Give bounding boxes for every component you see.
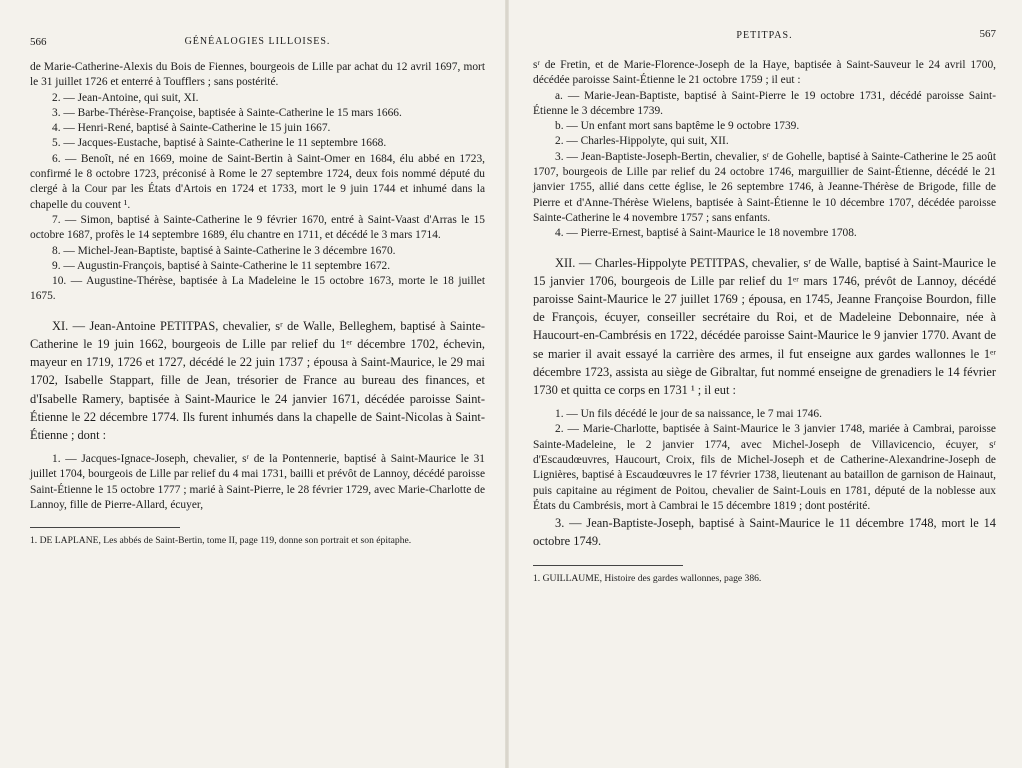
page-number: 566 [30,36,47,48]
list-item: 3. — Barbe-Thérèse-Françoise, baptisée à Sainte-Catherine le 15 mars 1666. [52,106,402,119]
footnote-divider [533,565,683,566]
running-head-title: GÉNÉALOGIES LILLOISES. [184,36,331,47]
list-item: 2. — Charles-Hippolyte, qui suit, XII. [555,135,729,148]
list-item: 3. — Jean-Baptiste-Joseph-Bertin, chevalier, sʳ de Gohelle, baptisé à Sainte-Catherine le 25 août 1707, bourgeois de Lille par relief du 24 octobre 1746, marguillier de Saint-Étienne, décédé le 21 janvier 1755, allié dans cette église, le 26 septembre 1746, à Jeanne-Thérèse de Brigode, fille de Pierre et d'Anne-Thérèse Wielens, baptisée à Saint-Étienne le 10 décembre 1707, décédée paroisse Sainte-Catherine le 4 novembre 1757 ; sans enfants. [533,150,996,224]
footnote: 1. GUILLAUME, Histoire des gardes wallonnes, page 386. [533,572,762,584]
list-item: 1. — Jacques-Ignace-Joseph, chevalier, sʳ de la Pontennerie, baptisé à Saint-Maurice le 31 juillet 1704, bourgeois de Lille par relief du 4 mai 1731, bailli et prévôt de Lannoy, décédé paroisse Saint-Étienne le 15 octobre 1777 ; marié à Saint-Pierre, le 28 février 1729, avec Marie-Charlotte de Lannoy, fille de Pierre-Allard, écuyer, [30,453,485,512]
list-item: 1. — Un fils décédé le jour de sa naissance, le 7 mai 1746. [555,408,822,421]
list-item: a. — Marie-Jean-Baptiste, baptisé à Saint-Pierre le 19 octobre 1731, décédé paroisse Saint-Étienne le 3 décembre 1739. [533,89,996,117]
list-item: b. — Un enfant mort sans baptême le 9 octobre 1739. [555,120,800,133]
paragraph: de Marie-Catherine-Alexis du Bois de Fiennes, bourgeois de Lille par achat du 12 avril 1697, mort le 31 juillet 1726 et enterré à Toufflers ; sans postérité. [30,61,485,89]
list-item: 4. — Pierre-Ernest, baptisé à Saint-Maurice le 18 novembre 1708. [555,227,857,240]
list-item: 6. — Benoît, né en 1669, moine de Saint-Bertin à Saint-Omer en 1684, élu abbé en 1723, confirmé le 8 octobre 1723, préconisé à Rome le 27 septembre 1724, deux fois nommé député du clergé à la Cour par les États d'Artois en 1724 et 1733, mort le 9 juin 1744 et inhumé dans la chapelle du couvent ¹. [30,152,485,211]
footnote-divider [30,527,180,528]
section-xi: XI. — Jean-Antoine PETITPAS, chevalier, sʳ de Walle, Belleghem, baptisé à Sainte-Catherine le 19 juin 1662, bourgeois de Lille par relief du 1ᵉʳ décembre 1702, échevin, mayeur en 1719, 1726 et 1727, décédé le 22 juin 1737 ; épousa à Saint-Maurice, le 29 mai 1702, Isabelle Stappart, fille de Jean, trésorier de France au bureau des finances, et d'Isabelle Ramery, baptisée à Saint-Maurice le 24 janvier 1671, décédée paroisse Saint-Étienne le 22 décembre 1774. Ils furent inhumés dans la chapelle de Saint-Nicolas à Saint-Étienne ; dont : [30,318,485,442]
running-header [30,26,485,46]
list-item: 8. — Michel-Jean-Baptiste, baptisé à Sainte-Catherine le 3 décembre 1670. [52,244,396,257]
list-item: 9. — Augustin-François, baptisé à Sainte-Catherine le 11 septembre 1672. [52,259,391,272]
page-number: 567 [979,28,996,40]
running-head-title: PETITPAS. [736,30,793,41]
list-item: 2. — Marie-Charlotte, baptisée à Saint-Maurice le 3 janvier 1748, mariée à Cambrai, paroisse Sainte-Madeleine, le 2 janvier 1774, avec Michel-Joseph de Villavicencio, écuyer, sʳ d'Escaudœuvres, Haucourt, Croix, fils de Michel-Joseph et de Catherine-Alexandrine-Joseph de Lignières, baptisé à Escaudœuvres le 17 février 1738, lieutenant au bataillon de garnison de Hainaut, puis capitaine au régiment de Poitou, chevalier de Saint-Louis en 1781, député de la noblesse aux États du Cambrésis, mort à Cambrai le 15 décembre 1819 ; dont postérité. [533,423,996,512]
left-page [0,0,505,768]
footnote: 1. DE LAPLANE, Les abbés de Saint-Bertin, tome II, page 119, donne son portrait et son épitaphe. [30,535,412,547]
list-item: 2. — Jean-Antoine, qui suit, XI. [52,91,199,104]
list-item: 7. — Simon, baptisé à Sainte-Catherine le 9 février 1670, entré à Saint-Vaast d'Arras le 15 octobre 1687, profès le 14 septembre 1689, élu chantre en 1711, et décédé le 3 mars 1714. [30,213,485,242]
right-page [509,0,1022,768]
list-item: 10. — Augustine-Thérèse, baptisée à La Madeleine le 15 octobre 1673, morte le 18 juillet 1675. [30,275,485,303]
running-header [533,26,996,46]
list-item: 3. — Jean-Baptiste-Joseph, baptisé à Saint-Maurice le 11 décembre 1748, mort le 14 octobre 1749. [533,516,996,549]
paragraph: sʳ de Fretin, et de Marie-Florence-Joseph de la Haye, baptisée à Saint-Sauveur le 24 avril 1700, décédée paroisse Saint-Étienne le 21 octobre 1759 ; il eut : [533,59,996,87]
list-item: 5. — Jacques-Eustache, baptisé à Sainte-Catherine le 11 septembre 1668. [52,137,387,150]
list-item: 4. — Henri-René, baptisé à Sainte-Catherine le 15 juin 1667. [52,122,331,135]
section-xii: XII. — Charles-Hippolyte PETITPAS, chevalier, sʳ de Walle, baptisé à Saint-Maurice le 15 janvier 1706, bourgeois de Lille par relief du 1ᵉʳ mars 1746, prévôt de Lannoy, décédé paroisse Saint-Maurice le 27 juillet 1769 ; épousa, en 1745, Jeanne Françoise Bourdon, fille de François, écuyer, conseiller secrétaire du Roi, et de Madeleine Debonnaire, née à Haucourt-en-Cambrésis en 1722, décédée paroisse Saint-Maurice le 9 janvier 1770. Avant de se marier il avait essayé la carrière des armes, il fut enseigne aux gardes wallonnes le 1ᵉʳ décembre 1723, assista au siège de Gibraltar, fut nommé enseigne de grenadiers le 14 février 1730 et quitta ce corps en 1731 ¹ ; il eut : [533,255,996,397]
